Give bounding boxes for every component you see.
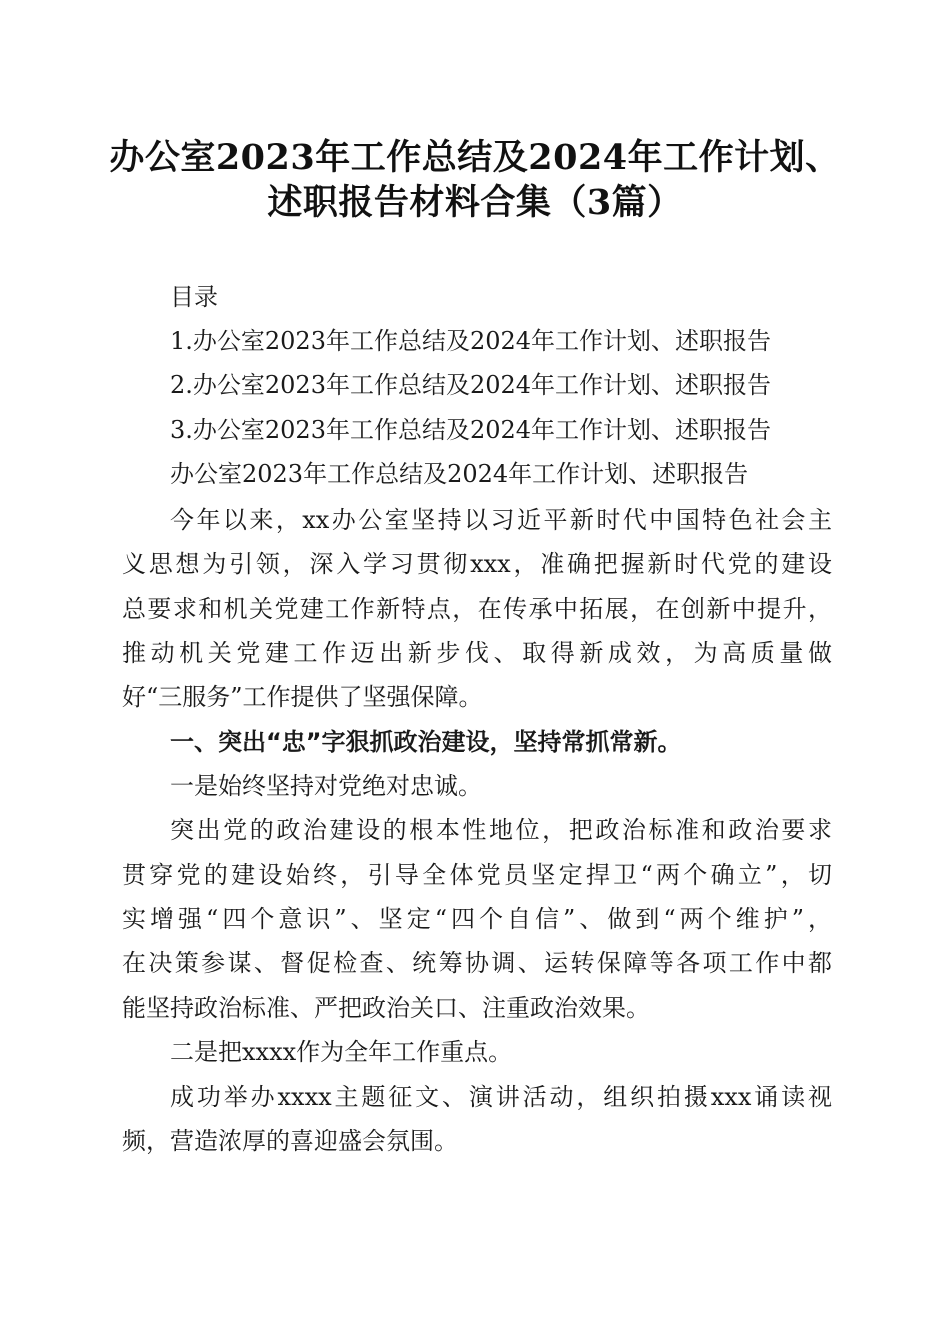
intro-paragraph-line-5: 好“三服务”工作提供了坚强保障。: [122, 683, 483, 711]
point-2-line-1: 成功举办xxxx主题征文、演讲活动，组织拍摄xxx诵读视: [170, 1083, 832, 1111]
intro-paragraph-line-1: 今年以来，xx办公室坚持以习近平新时代中国特色社会主: [170, 506, 832, 534]
intro-paragraph-line-2: 义思想为引领，深入学习贯彻xxx，准确把握新时代党的建设: [122, 550, 832, 578]
toc-item-2: 2.办公室2023年工作总结及2024年工作计划、述职报告: [170, 371, 772, 399]
point-1-heading: 一是始终坚持对党绝对忠诚。: [170, 772, 482, 800]
point-1-line-2: 贯穿党的建设始终，引导全体党员坚定捍卫“两个确立”，切: [122, 861, 832, 889]
point-1-line-1: 突出党的政治建设的根本性地位，把政治标准和政治要求: [170, 816, 832, 844]
article-title: 办公室2023年工作总结及2024年工作计划、述职报告: [170, 460, 749, 488]
toc-item-1: 1.办公室2023年工作总结及2024年工作计划、述职报告: [170, 327, 772, 355]
intro-paragraph-line-4: 推动机关党建工作迈出新步伐、取得新成效，为高质量做: [122, 639, 832, 667]
intro-paragraph-line-3: 总要求和机关党建工作新特点，在传承中拓展，在创新中提升，: [122, 595, 832, 623]
point-2-heading: 二是把xxxx作为全年工作重点。: [170, 1038, 513, 1066]
toc-heading: 目录: [170, 283, 218, 311]
point-2-line-2: 频，营造浓厚的喜迎盛会氛围。: [122, 1127, 458, 1155]
point-1-line-4: 在决策参谋、督促检查、统筹协调、运转保障等各项工作中都: [122, 949, 832, 977]
section-1-heading: 一、突出“忠”字狠抓政治建设，坚持常抓常新。: [170, 728, 682, 756]
toc-item-3: 3.办公室2023年工作总结及2024年工作计划、述职报告: [170, 416, 772, 444]
point-1-line-3: 实增强“四个意识”、坚定“四个自信”、做到“两个维护”，: [122, 905, 832, 933]
point-1-line-5: 能坚持政治标准、严把政治关口、注重政治效果。: [122, 994, 650, 1022]
document-title-line-2: 述职报告材料合集（3篇）: [267, 182, 683, 223]
document-title-line-1: 办公室2023年工作总结及2024年工作计划、: [109, 137, 841, 178]
